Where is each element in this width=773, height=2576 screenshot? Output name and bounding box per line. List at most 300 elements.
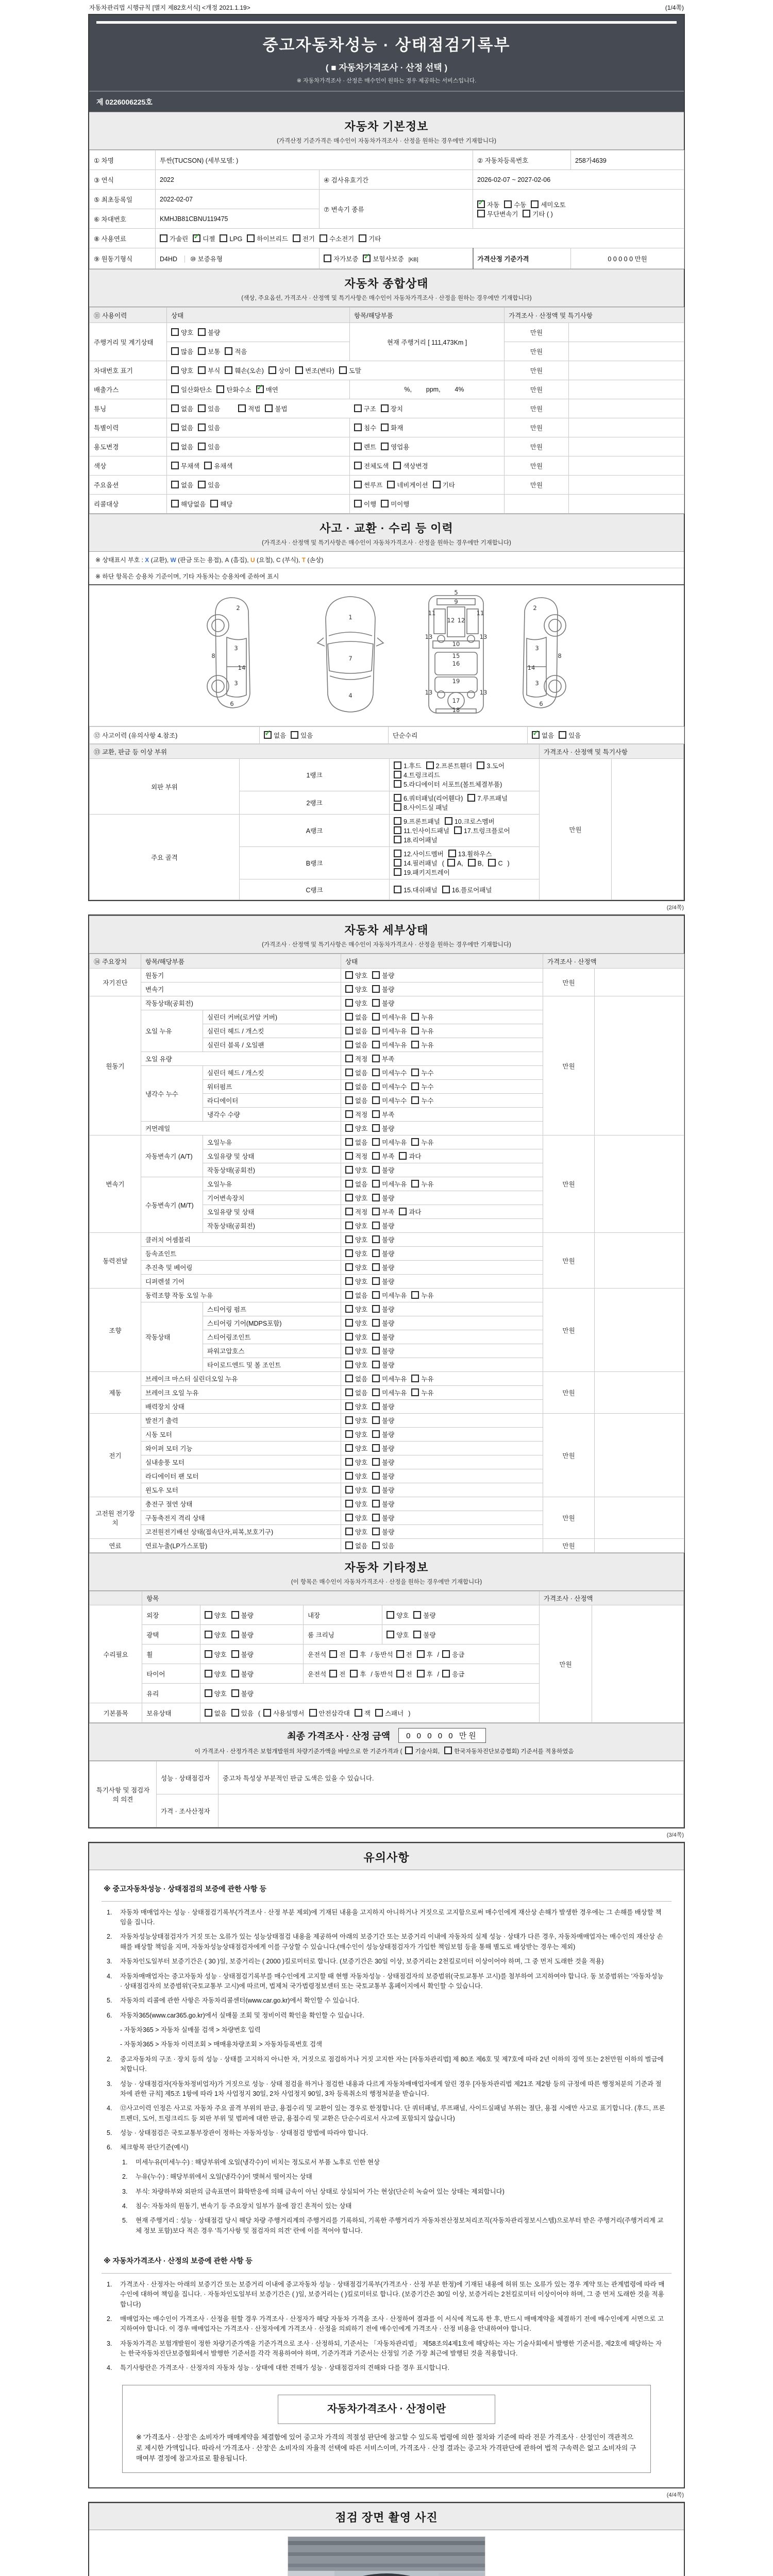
checkbox[interactable] (231, 1689, 239, 1697)
checkbox[interactable] (372, 1430, 380, 1438)
checkbox[interactable] (198, 366, 206, 374)
checkbox-option[interactable] (324, 254, 358, 263)
checkbox-option[interactable] (372, 1471, 394, 1481)
checkbox-option[interactable] (411, 1012, 433, 1022)
checkbox[interactable] (210, 500, 218, 507)
checkbox-option[interactable] (345, 1096, 367, 1105)
checkbox[interactable] (372, 1263, 380, 1271)
checkbox-option[interactable] (442, 1669, 464, 1679)
checkbox-option[interactable] (372, 1513, 394, 1522)
checkbox[interactable] (345, 985, 353, 993)
checkbox-option[interactable] (375, 1708, 404, 1718)
checkbox-option[interactable] (293, 234, 315, 243)
checkbox[interactable] (205, 1631, 212, 1638)
checkbox[interactable] (345, 1055, 353, 1062)
checkbox-option[interactable] (238, 404, 260, 413)
checkbox[interactable] (205, 1689, 212, 1697)
checkbox[interactable] (345, 1138, 353, 1146)
checkbox-option[interactable] (411, 1179, 433, 1189)
checkbox[interactable] (411, 1375, 419, 1382)
checkbox[interactable] (345, 1319, 353, 1327)
checkbox-option[interactable] (372, 1207, 394, 1216)
checkbox[interactable] (381, 443, 389, 450)
checkbox[interactable] (468, 859, 476, 867)
checkbox-option[interactable] (231, 1611, 254, 1620)
checkbox-option[interactable] (372, 1304, 394, 1314)
checkbox-option[interactable] (345, 998, 367, 1008)
checkbox[interactable] (433, 481, 441, 488)
checkbox-option[interactable] (372, 1012, 407, 1022)
checkbox[interactable] (171, 366, 179, 374)
checkbox-option[interactable] (345, 1430, 367, 1439)
checkbox-option[interactable] (345, 1026, 367, 1036)
checkbox-option[interactable] (345, 1360, 367, 1369)
checkbox[interactable] (372, 985, 380, 993)
checkbox[interactable] (372, 1528, 380, 1535)
checkbox[interactable] (354, 404, 362, 412)
checkbox[interactable] (394, 859, 401, 867)
checkbox[interactable] (198, 347, 206, 355)
checkbox[interactable] (381, 404, 389, 412)
checkbox-option[interactable] (394, 761, 422, 770)
checkbox-option[interactable] (198, 328, 220, 337)
checkbox[interactable] (405, 1747, 413, 1754)
checkbox-option[interactable] (372, 1026, 407, 1036)
checkbox-option[interactable] (171, 366, 193, 375)
checkbox[interactable] (231, 1670, 239, 1677)
checkbox[interactable] (345, 1235, 353, 1243)
checkbox-option[interactable] (381, 499, 409, 509)
checkbox-option[interactable] (198, 347, 220, 356)
checkbox[interactable] (345, 1277, 353, 1285)
checkbox-option[interactable] (205, 1669, 227, 1679)
checkbox[interactable] (411, 1027, 419, 1035)
checkbox[interactable] (345, 1041, 353, 1048)
checkbox[interactable] (372, 1375, 380, 1382)
checkbox[interactable] (411, 1069, 419, 1076)
checkbox-option[interactable] (381, 404, 403, 413)
checkbox[interactable] (523, 210, 530, 217)
checkbox[interactable] (171, 404, 179, 412)
checkbox[interactable] (171, 462, 179, 469)
checkbox[interactable] (345, 1347, 353, 1354)
checkbox-option[interactable] (405, 1747, 440, 1755)
checkbox-option[interactable] (198, 423, 220, 432)
checkbox[interactable] (345, 1333, 353, 1341)
checkbox-checked[interactable] (193, 234, 200, 242)
checkbox-option[interactable] (386, 1630, 409, 1639)
checkbox-option[interactable] (433, 480, 455, 489)
checkbox[interactable] (372, 1291, 380, 1299)
checkbox[interactable] (413, 1611, 421, 1619)
checkbox-option[interactable] (396, 1650, 412, 1659)
checkbox[interactable] (372, 1388, 380, 1396)
checkbox-option[interactable] (394, 826, 449, 835)
checkbox-option[interactable] (345, 1444, 367, 1453)
checkbox-option[interactable] (372, 1374, 407, 1383)
checkbox[interactable] (372, 1194, 380, 1201)
checkbox[interactable] (339, 366, 347, 374)
checkbox-option[interactable] (216, 385, 251, 394)
checkbox-option[interactable] (445, 817, 495, 826)
checkbox-option[interactable] (394, 835, 438, 844)
checkbox[interactable] (372, 1152, 380, 1160)
checkbox-option[interactable] (394, 868, 450, 877)
checkbox[interactable] (171, 423, 179, 431)
checkbox-option[interactable] (345, 1304, 367, 1314)
checkbox-option[interactable] (411, 1291, 433, 1300)
checkbox-option[interactable] (394, 885, 438, 894)
checkbox-option[interactable] (413, 1611, 435, 1620)
checkbox-option[interactable] (354, 461, 389, 470)
checkbox[interactable] (345, 1208, 353, 1215)
checkbox[interactable] (417, 1670, 425, 1677)
checkbox-option[interactable] (372, 1068, 407, 1077)
checkbox-option[interactable] (448, 849, 492, 858)
checkbox-option[interactable] (411, 1374, 433, 1383)
checkbox[interactable] (225, 366, 232, 374)
checkbox[interactable] (238, 404, 246, 412)
checkbox-option[interactable] (354, 423, 376, 432)
checkbox[interactable] (394, 771, 401, 778)
checkbox[interactable] (345, 1500, 353, 1507)
checkbox-option[interactable] (345, 1235, 367, 1244)
checkbox-option[interactable] (477, 209, 518, 218)
checkbox[interactable] (372, 1361, 380, 1368)
checkbox[interactable] (171, 500, 179, 507)
checkbox-option[interactable] (345, 1263, 367, 1272)
checkbox[interactable] (467, 794, 475, 802)
checkbox-checked[interactable] (256, 385, 264, 393)
checkbox-option[interactable] (372, 1193, 394, 1202)
checkbox-option[interactable] (372, 1402, 394, 1411)
checkbox[interactable] (293, 234, 300, 242)
checkbox[interactable] (387, 481, 395, 488)
checkbox[interactable] (411, 1388, 419, 1396)
checkbox[interactable] (171, 328, 179, 336)
checkbox[interactable] (345, 1110, 353, 1118)
checkbox[interactable] (220, 234, 227, 242)
checkbox[interactable] (372, 1277, 380, 1285)
checkbox[interactable] (354, 500, 362, 507)
checkbox[interactable] (372, 1305, 380, 1313)
checkbox[interactable] (345, 1013, 353, 1021)
checkbox[interactable] (171, 481, 179, 488)
checkbox[interactable] (442, 886, 450, 893)
checkbox-option[interactable] (345, 1179, 367, 1189)
checkbox-option[interactable] (345, 1138, 367, 1147)
checkbox-option[interactable] (345, 1527, 367, 1536)
checkbox-option[interactable] (399, 1207, 421, 1216)
checkbox-option[interactable] (350, 1669, 366, 1679)
checkbox-option[interactable] (372, 1541, 394, 1550)
checkbox-option[interactable] (394, 849, 444, 858)
checkbox-option[interactable] (345, 1485, 367, 1495)
checkbox[interactable] (372, 1180, 380, 1188)
checkbox[interactable] (399, 1152, 407, 1160)
checkbox-option[interactable] (345, 1277, 367, 1286)
checkbox[interactable] (345, 1096, 353, 1104)
checkbox-option[interactable] (198, 442, 220, 451)
checkbox-option[interactable] (372, 1458, 394, 1467)
checkbox[interactable] (396, 1670, 404, 1677)
checkbox-option[interactable] (386, 1611, 409, 1620)
checkbox[interactable] (372, 1347, 380, 1354)
checkbox-option[interactable] (372, 1263, 394, 1272)
checkbox-option[interactable] (372, 1444, 394, 1453)
checkbox-option[interactable] (329, 1650, 345, 1659)
checkbox-option[interactable] (345, 1124, 367, 1133)
checkbox-option[interactable] (160, 234, 188, 243)
checkbox-option[interactable] (532, 731, 554, 740)
checkbox-option[interactable] (372, 1124, 394, 1133)
checkbox[interactable] (372, 999, 380, 1007)
checkbox[interactable] (372, 1110, 380, 1118)
checkbox[interactable] (198, 328, 206, 336)
checkbox-option[interactable] (559, 731, 581, 740)
checkbox[interactable] (359, 234, 366, 242)
checkbox[interactable] (345, 1541, 353, 1549)
checkbox[interactable] (345, 1305, 353, 1313)
checkbox[interactable] (444, 1747, 452, 1754)
checkbox-option[interactable] (345, 1207, 367, 1216)
checkbox-option[interactable] (372, 1110, 394, 1119)
checkbox[interactable] (372, 1541, 380, 1549)
checkbox[interactable] (372, 971, 380, 979)
checkbox-option[interactable] (171, 404, 193, 413)
checkbox[interactable] (411, 1180, 419, 1188)
checkbox-option[interactable] (345, 1110, 367, 1119)
checkbox-option[interactable] (354, 499, 376, 509)
checkbox[interactable] (198, 481, 206, 488)
checkbox[interactable] (394, 780, 401, 788)
checkbox[interactable] (372, 1500, 380, 1507)
checkbox-option[interactable] (320, 234, 354, 243)
checkbox-option[interactable] (265, 404, 287, 413)
checkbox-option[interactable] (467, 793, 508, 803)
checkbox[interactable] (345, 1069, 353, 1076)
checkbox[interactable] (198, 443, 206, 450)
checkbox-option[interactable] (225, 347, 247, 356)
checkbox[interactable] (345, 1458, 353, 1466)
checkbox[interactable] (320, 234, 327, 242)
checkbox-option[interactable] (354, 404, 376, 413)
checkbox[interactable] (345, 1514, 353, 1521)
checkbox-option[interactable] (345, 1193, 367, 1202)
checkbox[interactable] (231, 1650, 239, 1658)
checkbox[interactable] (295, 366, 303, 374)
checkbox[interactable] (345, 1082, 353, 1090)
checkbox[interactable] (345, 1430, 353, 1438)
checkbox[interactable] (345, 1388, 353, 1396)
checkbox[interactable] (345, 1375, 353, 1382)
checkbox[interactable] (393, 462, 401, 469)
checkbox[interactable] (394, 826, 401, 834)
checkbox[interactable] (372, 1486, 380, 1494)
checkbox[interactable] (448, 850, 456, 857)
checkbox-option[interactable] (345, 1291, 367, 1300)
checkbox-option[interactable] (231, 1708, 254, 1718)
checkbox[interactable] (504, 200, 512, 208)
checkbox-option[interactable] (372, 1527, 394, 1536)
checkbox-option[interactable] (504, 200, 526, 209)
checkbox-option[interactable] (477, 200, 499, 209)
checkbox[interactable] (345, 1180, 353, 1188)
checkbox-option[interactable] (372, 1277, 394, 1286)
checkbox[interactable] (324, 255, 331, 262)
checkbox-option[interactable] (372, 1165, 394, 1175)
checkbox-option[interactable] (393, 461, 428, 470)
checkbox-option[interactable] (171, 499, 206, 509)
checkbox[interactable] (355, 1709, 362, 1717)
checkbox-option[interactable] (171, 385, 212, 394)
checkbox-option[interactable] (205, 1708, 227, 1718)
checkbox[interactable] (231, 1611, 239, 1619)
checkbox-option[interactable] (442, 885, 492, 894)
checkbox-option[interactable] (345, 1068, 367, 1077)
checkbox-option[interactable] (256, 385, 278, 394)
checkbox[interactable] (345, 1152, 353, 1160)
checkbox[interactable] (345, 1416, 353, 1424)
checkbox[interactable] (225, 347, 232, 355)
checkbox-option[interactable] (205, 1611, 227, 1620)
checkbox-option[interactable] (411, 1096, 433, 1105)
checkbox-option[interactable] (372, 1138, 407, 1147)
checkbox-option[interactable] (345, 1332, 367, 1342)
checkbox-option[interactable] (345, 1513, 367, 1522)
checkbox-option[interactable] (345, 1082, 367, 1091)
checkbox[interactable] (345, 1402, 353, 1410)
checkbox[interactable] (381, 500, 389, 507)
checkbox-option[interactable] (396, 1669, 412, 1679)
checkbox[interactable] (394, 761, 401, 769)
checkbox[interactable] (372, 1472, 380, 1480)
checkbox-option[interactable] (394, 779, 502, 789)
checkbox-option[interactable] (345, 1458, 367, 1467)
checkbox-option[interactable] (309, 1708, 350, 1718)
checkbox-option[interactable] (372, 1054, 394, 1063)
checkbox[interactable] (171, 385, 179, 393)
checkbox-option[interactable] (345, 1249, 367, 1258)
checkbox[interactable] (329, 1650, 337, 1658)
checkbox-option[interactable] (263, 1708, 304, 1718)
checkbox-option[interactable] (372, 1430, 394, 1439)
checkbox-option[interactable] (372, 1040, 407, 1049)
checkbox-option[interactable] (411, 1068, 433, 1077)
checkbox-option[interactable] (411, 1388, 433, 1397)
checkbox-option[interactable] (394, 817, 440, 826)
checkbox-option[interactable] (372, 1082, 407, 1091)
checkbox[interactable] (345, 1222, 353, 1229)
checkbox-option[interactable] (329, 1669, 345, 1679)
checkbox-option[interactable] (454, 826, 510, 835)
checkbox-option[interactable] (372, 1332, 394, 1342)
checkbox[interactable] (477, 210, 485, 217)
checkbox-option[interactable] (204, 461, 232, 470)
checkbox-option[interactable] (413, 1630, 435, 1639)
checkbox[interactable] (372, 1333, 380, 1341)
checkbox-option[interactable] (417, 1669, 433, 1679)
checkbox-option[interactable] (231, 1630, 254, 1639)
checkbox-option[interactable] (394, 770, 440, 779)
checkbox-option[interactable] (345, 1471, 367, 1481)
checkbox[interactable] (345, 1361, 353, 1368)
checkbox-option[interactable] (372, 1151, 394, 1161)
checkbox[interactable] (268, 366, 276, 374)
checkbox-option[interactable] (345, 1040, 367, 1049)
checkbox-option[interactable] (523, 209, 552, 218)
checkbox-option[interactable] (345, 1416, 367, 1425)
checkbox[interactable] (350, 1650, 358, 1658)
checkbox[interactable] (291, 731, 298, 739)
checkbox[interactable] (345, 1166, 353, 1174)
checkbox-option[interactable] (488, 859, 502, 867)
checkbox-option[interactable] (345, 1541, 367, 1550)
checkbox[interactable] (345, 1472, 353, 1480)
checkbox[interactable] (354, 423, 362, 431)
checkbox-option[interactable] (205, 1650, 227, 1659)
checkbox-option[interactable] (205, 1630, 227, 1639)
checkbox-option[interactable] (171, 442, 193, 451)
checkbox-option[interactable] (372, 971, 394, 980)
checkbox-option[interactable] (345, 1165, 367, 1175)
checkbox[interactable] (345, 1291, 353, 1299)
checkbox[interactable] (205, 1709, 212, 1717)
checkbox-option[interactable] (345, 971, 367, 980)
checkbox[interactable] (386, 1631, 394, 1638)
checkbox[interactable] (394, 886, 401, 893)
checkbox-option[interactable] (394, 858, 438, 868)
checkbox[interactable] (198, 404, 206, 412)
checkbox[interactable] (411, 1041, 419, 1048)
checkbox-option[interactable] (411, 1040, 433, 1049)
checkbox[interactable] (411, 1096, 419, 1104)
checkbox[interactable] (345, 1027, 353, 1035)
checkbox[interactable] (411, 1013, 419, 1021)
checkbox-option[interactable] (447, 859, 463, 867)
checkbox-option[interactable] (345, 1388, 367, 1397)
checkbox[interactable] (345, 1124, 353, 1132)
checkbox[interactable] (205, 1650, 212, 1658)
checkbox[interactable] (372, 1082, 380, 1090)
checkbox-option[interactable] (372, 1235, 394, 1244)
checkbox-option[interactable] (171, 328, 193, 337)
checkbox-option[interactable] (268, 366, 291, 375)
checkbox[interactable] (386, 1611, 394, 1619)
checkbox-option[interactable] (210, 499, 232, 509)
checkbox-option[interactable] (381, 442, 409, 451)
checkbox-option[interactable] (372, 1179, 407, 1189)
checkbox[interactable] (394, 817, 401, 825)
checkbox[interactable] (372, 1096, 380, 1104)
checkbox-option[interactable] (372, 1221, 394, 1230)
checkbox[interactable] (381, 423, 389, 431)
checkbox-option[interactable] (411, 1082, 433, 1091)
checkbox-option[interactable] (193, 234, 215, 243)
checkbox[interactable] (372, 1124, 380, 1132)
checkbox-option[interactable] (345, 1318, 367, 1328)
checkbox-option[interactable] (345, 1012, 367, 1022)
checkbox[interactable] (394, 836, 401, 843)
checkbox-option[interactable] (231, 1669, 254, 1679)
checkbox-option[interactable] (372, 1346, 394, 1355)
checkbox-option[interactable] (354, 480, 382, 489)
checkbox-option[interactable] (220, 234, 242, 243)
checkbox-option[interactable] (339, 366, 361, 375)
checkbox-option[interactable] (231, 1689, 254, 1698)
checkbox[interactable] (396, 1650, 404, 1658)
checkbox-option[interactable] (372, 1499, 394, 1509)
